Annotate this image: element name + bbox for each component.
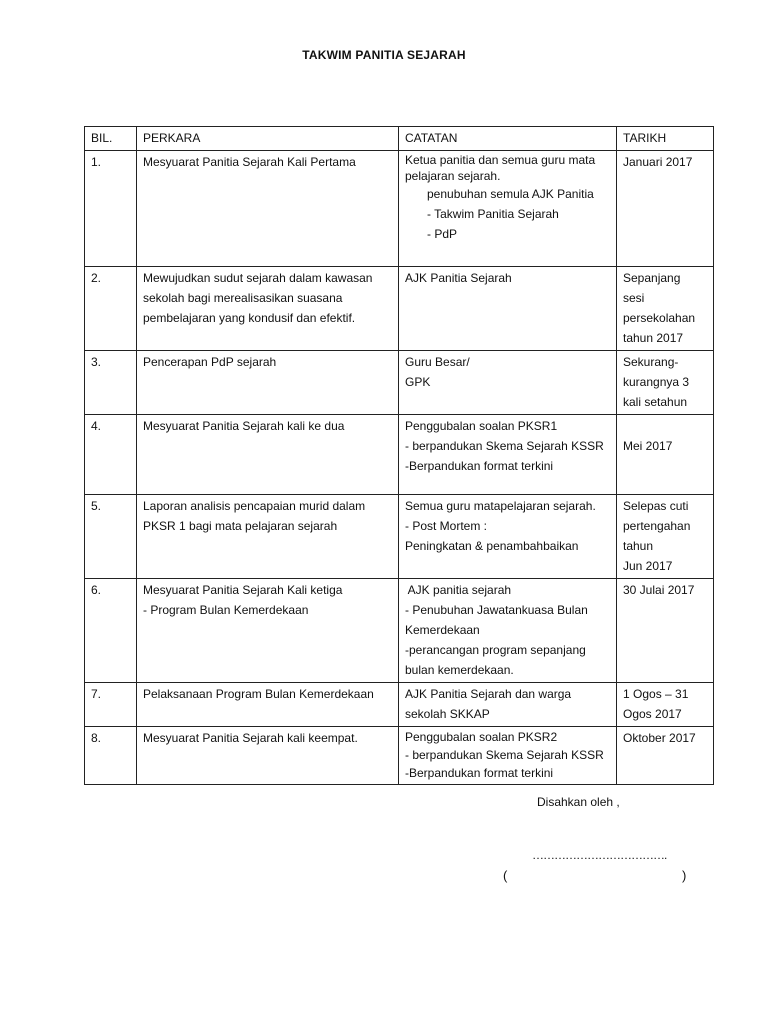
cell-bil [85,683,137,727]
bil-number: 1. [91,155,102,169]
bil-number: 4. [91,419,102,433]
name-paren-open: ( [503,868,508,883]
catatan-line: Penggubalan soalan PKSR2 [405,730,558,744]
catatan-line: - PdP [427,227,458,241]
cell-tarikh [617,579,714,683]
perkara-line: Pelaksanaan Program Bulan Kemerdekaan [143,687,374,701]
cell-perkara [137,151,399,267]
perkara-line: pembelajaran yang kondusif dan efektif. [143,311,356,325]
perkara-line: PKSR 1 bagi mata pelajaran sejarah [143,519,338,533]
bil-number: 2. [91,271,102,285]
cell-perkara [137,495,399,579]
tarikh-line: 1 Ogos – 31 [623,687,689,701]
tarikh-line: Oktober 2017 [623,731,696,745]
table-row [85,683,714,727]
cell-perkara [137,415,399,495]
tarikh-line: tahun [623,539,654,553]
cell-perkara [137,727,399,785]
table-row [85,267,714,351]
cell-perkara [137,267,399,351]
tarikh-line: 30 Julai 2017 [623,583,695,597]
catatan-line: sekolah SKKAP [405,707,490,721]
bil-number: 6. [91,583,102,597]
cell-tarikh [617,267,714,351]
perkara-line: Mewujudkan sudut sejarah dalam kawasan [143,271,373,285]
catatan-line: Peningkatan & penambahbaikan [405,539,579,553]
catatan-line: -perancangan program sepanjang [405,643,586,657]
tarikh-line: Sepanjang [623,271,681,285]
header-tarikh: TARIKH [617,127,714,151]
catatan-line: - berpandukan Skema Sejarah KSSR [405,439,604,453]
cell-tarikh [617,415,714,495]
table-row [85,151,714,267]
table-row [85,351,714,415]
cell-bil [85,579,137,683]
takwim-table [84,126,714,785]
catatan-line: - berpandukan Skema Sejarah KSSR [405,748,604,762]
cell-catatan [399,683,617,727]
catatan-line: - Penubuhan Jawatankuasa Bulan [405,603,588,617]
perkara-line: Mesyuarat Panitia Sejarah Kali ketiga [143,583,343,597]
header-catatan: CATATAN [399,127,617,151]
catatan-line: Semua guru matapelajaran sejarah. [405,499,596,513]
table-row [85,495,714,579]
cell-perkara [137,351,399,415]
catatan-line: - Post Mortem : [405,519,488,533]
tarikh-line: tahun 2017 [623,331,684,345]
table-header-row [85,127,714,151]
catatan-line: AJK Panitia Sejarah dan warga [405,687,572,701]
header-bil: BIL. [85,127,137,151]
perkara-line: Mesyuarat Panitia Sejarah Kali Pertama [143,155,356,169]
catatan-line: AJK panitia sejarah [405,583,512,597]
tarikh-line: persekolahan [623,311,696,325]
cell-bil [85,727,137,785]
tarikh-line: Ogos 2017 [623,707,682,721]
cell-bil [85,415,137,495]
catatan-line: penubuhan semula AJK Panitia [427,187,594,201]
cell-catatan [399,151,617,267]
catatan-line: Kemerdekaan [405,623,480,637]
catatan-line: Guru Besar/ [405,355,470,369]
cell-catatan [399,727,617,785]
catatan-line: Penggubalan soalan PKSR1 [405,419,558,433]
tarikh-line: Sekurang- [623,355,679,369]
catatan-line: GPK [405,375,431,389]
bil-number: 8. [91,731,102,745]
tarikh-line: kurangnya 3 [623,375,690,389]
cell-catatan [399,495,617,579]
tarikh-line [623,416,707,436]
cell-catatan [399,351,617,415]
cell-tarikh [617,351,714,415]
bil-number: 3. [91,355,102,369]
cell-bil [85,495,137,579]
cell-tarikh [617,495,714,579]
perkara-line: - Program Bulan Kemerdekaan [143,603,309,617]
tarikh-line: sesi [623,291,645,305]
bil-number: 7. [91,687,102,701]
catatan-line: bulan kemerdekaan. [405,663,514,677]
tarikh-line: Mei 2017 [623,439,673,453]
approval-label: Disahkan oleh , [537,795,620,809]
document-title: TAKWIM PANITIA SEJARAH [302,48,466,62]
perkara-line: Mesyuarat Panitia Sejarah kali keempat. [143,731,358,745]
cell-catatan [399,415,617,495]
cell-perkara [137,579,399,683]
tarikh-line: Selepas cuti [623,499,689,513]
catatan-line: -Berpandukan format terkini [405,766,554,780]
cell-bil [85,151,137,267]
table-row [85,415,714,495]
cell-bil [85,351,137,415]
cell-tarikh [617,151,714,267]
tarikh-line: Jun 2017 [623,559,673,573]
table-row [85,727,714,785]
table-row [85,579,714,683]
catatan-line: - Takwim Panitia Sejarah [427,207,559,221]
perkara-line: sekolah bagi merealisasikan suasana [143,291,343,305]
perkara-line: Pencerapan PdP sejarah [143,355,277,369]
catatan-line: Ketua panitia dan semua guru mata [405,153,596,167]
cell-tarikh [617,727,714,785]
cell-catatan [399,579,617,683]
catatan-line: AJK Panitia Sejarah [405,271,512,285]
signature-line: ………………………………. [532,848,667,862]
catatan-line: -Berpandukan format terkini [405,459,554,473]
tarikh-line: Januari 2017 [623,155,693,169]
header-perkara: PERKARA [137,127,399,151]
tarikh-line: kali setahun [623,395,688,409]
cell-catatan [399,267,617,351]
name-paren-close: ) [682,868,687,883]
perkara-line: Laporan analisis pencapaian murid dalam [143,499,366,513]
catatan-line: pelajaran sejarah. [405,169,501,183]
tarikh-line: pertengahan [623,519,691,533]
cell-tarikh [617,683,714,727]
bil-number: 5. [91,499,102,513]
perkara-line: Mesyuarat Panitia Sejarah kali ke dua [143,419,345,433]
cell-bil [85,267,137,351]
cell-perkara [137,683,399,727]
